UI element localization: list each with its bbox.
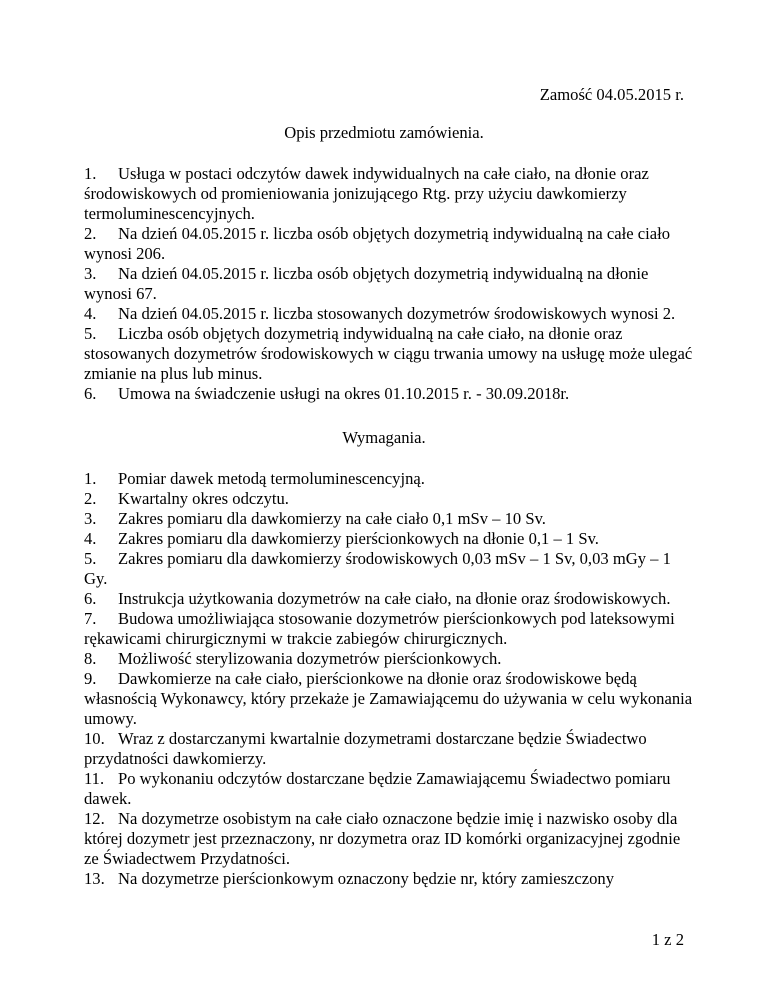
list-item: 3. Na dzień 04.05.2015 r. liczba osób objętych dozymetrią indywidualną na dłonie wynosi 67. <box>84 264 649 303</box>
list-item: 3. Zakres pomiaru dla dawkomierzy na całe ciało 0,1 mSv – 10 Sv. <box>84 509 546 528</box>
section-title-description: Opis przedmiotu zamówienia. <box>284 123 484 142</box>
list-item: 5. Liczba osób objętych dozymetrią indywidualną na całe ciało, na dłonie oraz stosowanych dozymetrów środowiskowych w ciągu trwania umowy na usługę może ulegać zmianie na plus lub minus. <box>84 324 693 383</box>
list-item: 2. Kwartalny okres odczytu. <box>84 489 289 508</box>
document-date: Zamość 04.05.2015 r. <box>539 85 684 104</box>
section-title-requirements: Wymagania. <box>342 428 426 447</box>
list-item: 6. Instrukcja użytkowania dozymetrów na całe ciało, na dłonie oraz środowiskowych. <box>84 589 671 608</box>
list-item: 11. Po wykonaniu odczytów dostarczane będzie Zamawiającemu Świadectwo pomiaru dawek. <box>84 769 671 808</box>
list-item: 7. Budowa umożliwiająca stosowanie dozymetrów pierścionkowych pod lateksowymi rękawicami chirurgicznymi w trakcie zabiegów chirurgicznych. <box>84 609 675 648</box>
list-item: 12. Na dozymetrze osobistym na całe ciało oznaczone będzie imię i nazwisko osoby dla której dozymetr jest przeznaczony, nr dozymetra oraz ID komórki organizacyjnej zgodnie ze Świadectwem Przydatności. <box>84 809 681 868</box>
list-item: 9. Dawkomierze na całe ciało, pierścionkowe na dłonie oraz środowiskowe będą własnością Wykonawcy, który przekaże je Zamawiającemu do używania w celu wykonania umowy. <box>84 669 693 728</box>
list-item: 6. Umowa na świadczenie usługi na okres 01.10.2015 r. - 30.09.2018r. <box>84 384 570 403</box>
list-item: 1. Usługa w postaci odczytów dawek indywidualnych na całe ciało, na dłonie oraz środowiskowych od promieniowania jonizującego Rtg. przy użyciu dawkomierzy termoluminescencyjnych. <box>84 164 649 223</box>
list-item: 1. Pomiar dawek metodą termoluminescencyjną. <box>84 469 425 488</box>
list-item: 10. Wraz z dostarczanymi kwartalnie dozymetrami dostarczane będzie Świadectwo przydatności dawkomierzy. <box>84 729 647 768</box>
list-item: 4. Zakres pomiaru dla dawkomierzy pierścionkowych na dłonie 0,1 – 1 Sv. <box>84 529 599 548</box>
requirements-list <box>84 469 694 889</box>
page-number: 1 z 2 <box>651 930 684 949</box>
list-item: 13. Na dozymetrze pierścionkowym oznaczony będzie nr, który zamieszczony <box>84 869 615 888</box>
list-item: 8. Możliwość sterylizowania dozymetrów pierścionkowych. <box>84 649 502 668</box>
description-list <box>84 164 694 404</box>
list-item: 5. Zakres pomiaru dla dawkomierzy środowiskowych 0,03 mSv – 1 Sv, 0,03 mGy – 1 Gy. <box>84 549 671 588</box>
list-item: 4. Na dzień 04.05.2015 r. liczba stosowanych dozymetrów środowiskowych wynosi 2. <box>84 304 676 323</box>
list-item: 2. Na dzień 04.05.2015 r. liczba osób objętych dozymetrią indywidualną na całe ciało wynosi 206. <box>84 224 671 263</box>
